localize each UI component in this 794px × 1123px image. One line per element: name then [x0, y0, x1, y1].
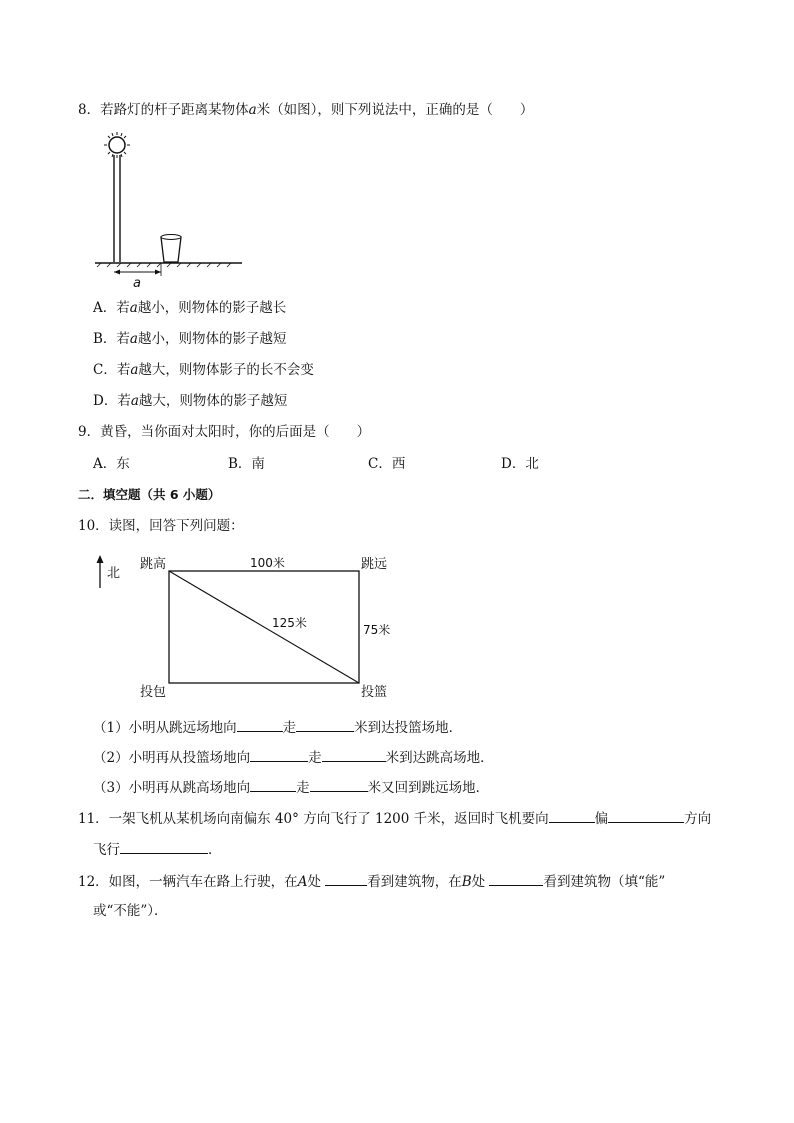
corner-label-sandbag-throw: 投包	[140, 685, 167, 700]
q8-option-c[interactable]: C．若a越大，则物体影子的长不会变	[93, 362, 314, 378]
object-cup-icon	[161, 235, 181, 263]
blank-q11-dir2[interactable]	[608, 808, 684, 823]
blank-q11-dir1[interactable]	[549, 808, 595, 823]
q12-line1: 12．如图，一辆汽车在路上行驶，在A处 看到建筑物，在B处 看到建筑物（填“能”	[78, 871, 665, 891]
q8-streetlight-figure	[95, 130, 245, 290]
q8-stem: 8．若路灯的杆子距离某物体a米（如图），则下列说法中，正确的是（ ）	[78, 102, 534, 118]
q10-field-diagram	[90, 550, 410, 700]
top-side-length: 100米	[250, 556, 285, 570]
right-side-length: 75米	[363, 623, 391, 637]
q9-option-c[interactable]: C．西	[368, 456, 406, 472]
blank-q12-b[interactable]	[489, 871, 543, 886]
q9-option-d[interactable]: D．北	[501, 456, 539, 472]
q12-line2: 或“不能”）．	[93, 903, 168, 919]
q10-stem: 10．读图，回答下列问题：	[78, 518, 244, 534]
dimension-label-a: a	[133, 276, 141, 291]
q11-line2: 飞行 ．	[93, 839, 222, 859]
q10-sub2: （2）小明再从投篮场地向 走 米到达跳高场地．	[93, 747, 494, 767]
diagonal-length: 125米	[272, 616, 307, 630]
q10-sub1: （1）小明从跳远场地向 走 米到达投篮场地．	[93, 717, 462, 737]
blank-direction-3[interactable]	[250, 777, 296, 792]
blank-distance-3[interactable]	[310, 777, 368, 792]
blank-q11-distance[interactable]	[120, 839, 208, 854]
blank-distance-1[interactable]	[296, 717, 354, 732]
corner-label-long-jump: 跳远	[361, 557, 388, 572]
q8-option-a[interactable]: A．若a越小，则物体的影子越长	[93, 300, 287, 316]
q9-option-a[interactable]: A．东	[93, 456, 130, 472]
q8-option-b[interactable]: B．若a越小，则物体的影子越短	[93, 331, 287, 347]
north-label: 北	[107, 566, 121, 581]
corner-label-high-jump: 跳高	[140, 557, 167, 572]
q9-stem: 9．黄昏，当你面对太阳时，你的后面是（ ）	[78, 424, 371, 440]
blank-direction-2[interactable]	[250, 747, 308, 762]
blank-q12-a[interactable]	[325, 871, 367, 886]
blank-direction-1[interactable]	[237, 717, 283, 732]
corner-label-basketball: 投篮	[361, 685, 388, 700]
q8-option-d[interactable]: D．若a越大，则物体的影子越短	[93, 393, 288, 409]
blank-distance-2[interactable]	[322, 747, 386, 762]
lamp-icon	[104, 132, 130, 158]
q9-option-b[interactable]: B．南	[228, 456, 265, 472]
q10-sub3: （3）小明再从跳高场地向 走 米又回到跳远场地．	[93, 777, 489, 797]
section-2-title: 二．填空题（共 6 小题）	[78, 487, 221, 502]
field-diagonal	[169, 571, 359, 683]
q11-line1: 11．一架飞机从某机场向南偏东 40° 方向飞行了 1200 千米，返回时飞机要向 偏 方向	[78, 808, 711, 828]
